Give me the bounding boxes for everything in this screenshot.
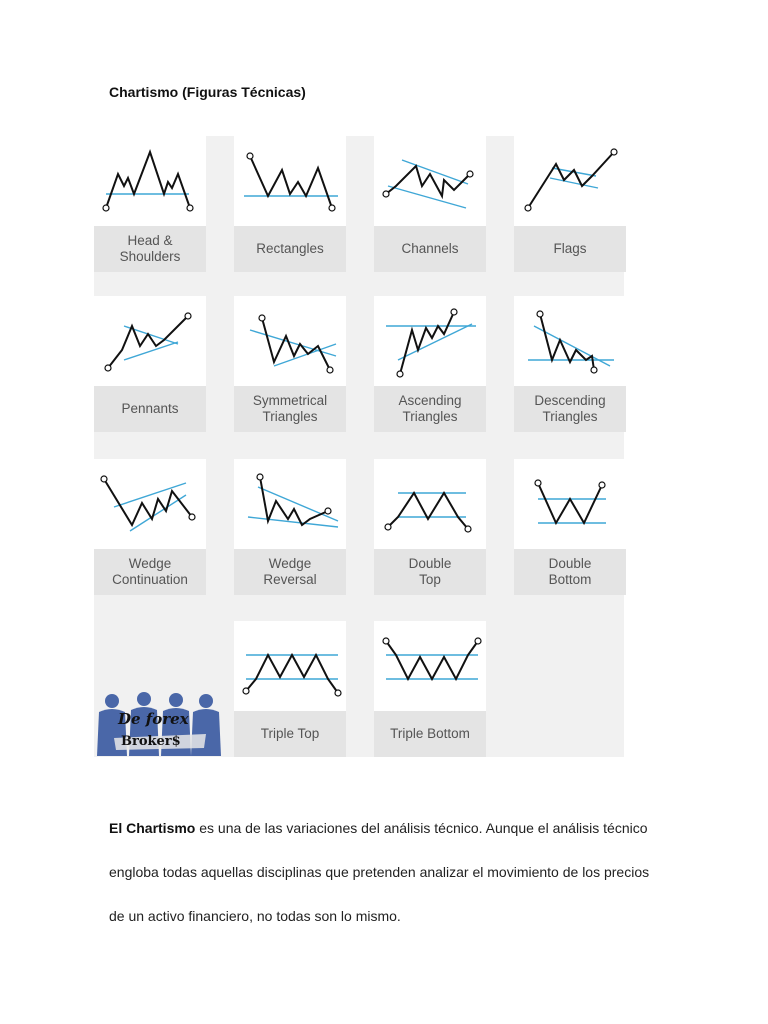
- ascending-triangles-caption-line-1: Ascending: [398, 393, 462, 408]
- double-bottom-caption: [514, 549, 626, 595]
- logo-text-line2: Broker$: [121, 734, 181, 749]
- pennants-pattern-icon: [94, 296, 206, 386]
- double-top-caption-line-1: Double: [408, 556, 452, 571]
- triple-bottom-caption-text: [390, 726, 470, 742]
- rectangles-pattern-icon: [234, 136, 346, 226]
- chart-patterns-figure: [94, 136, 624, 757]
- wedge-continuation-caption-line-2: Continuation: [112, 572, 188, 587]
- triple-bottom-pattern-icon: [374, 621, 486, 711]
- wedge-continuation-end-point: [189, 514, 195, 520]
- wedge-continuation-caption-text: [112, 556, 188, 588]
- descending-triangles-start-point: [537, 311, 543, 317]
- wedge-reversal-start-point: [257, 474, 263, 480]
- wedge-reversal-caption-text: [263, 556, 316, 588]
- paragraph-line-2: engloba todas aquellas disciplinas que pretenden analizar el movimiento de los precios: [109, 864, 650, 880]
- triple-bottom-caption-line-1: Triple Bottom: [390, 726, 470, 741]
- forex-broker-logo: [96, 692, 222, 758]
- channels-pattern-icon: [374, 136, 486, 226]
- pennants-start-point: [105, 365, 111, 371]
- paragraph-bold-term: El Chartismo: [109, 820, 196, 836]
- rectangles-caption-line-1: Rectangles: [256, 241, 324, 256]
- descending-triangles-caption: [514, 386, 626, 432]
- wedge-continuation-caption-line-1: Wedge: [128, 556, 172, 571]
- rectangles-start-point: [247, 153, 253, 159]
- triple-bottom-start-point: [383, 638, 389, 644]
- double-top-pattern-icon: [374, 459, 486, 549]
- flags-start-point: [525, 205, 531, 211]
- double-bottom-start-point: [535, 480, 541, 486]
- channels-caption-text: [401, 241, 458, 257]
- double-bottom-caption-line-2: Bottom: [548, 572, 592, 587]
- triple-top-pattern-icon: [234, 621, 346, 711]
- wedge-reversal-caption: [234, 549, 346, 595]
- channels-end-point: [467, 171, 473, 177]
- triple-top-caption-text: [261, 726, 320, 742]
- rectangles-caption-text: [256, 241, 324, 257]
- descending-triangles-end-point: [591, 367, 597, 373]
- pennants-caption-line-1: Pennants: [121, 401, 179, 416]
- channels-start-point: [383, 191, 389, 197]
- intro-paragraph: [109, 806, 679, 938]
- triple-top-end-point: [335, 690, 341, 696]
- page-title: Chartismo (Figuras Técnicas): [109, 84, 306, 100]
- symmetrical-triangles-caption-line-2: Triangles: [262, 409, 318, 424]
- double-top-start-point: [385, 524, 391, 530]
- symmetrical-triangles-end-point: [327, 367, 333, 373]
- descending-triangles-pattern-icon: [514, 296, 626, 386]
- ascending-triangles-caption-text: [398, 393, 461, 425]
- pennants-caption: [94, 386, 206, 432]
- paragraph-line-3: de un activo financiero, no todas son lo mismo.: [109, 908, 401, 924]
- paragraph-line-1-text: es una de las variaciones del análisis técnico. Aunque el análisis técnico: [195, 820, 648, 836]
- wedge-reversal-end-point: [325, 508, 331, 514]
- channels-trendline-1: [402, 160, 468, 184]
- head-shoulders-caption: [94, 226, 206, 272]
- pattern-tile-triple-top: [234, 621, 346, 757]
- flags-caption-line-1: Flags: [553, 241, 587, 256]
- double-bottom-caption-text: [549, 556, 592, 588]
- descending-triangles-caption-line-1: Descending: [534, 393, 606, 408]
- wedge-reversal-trendline-2: [248, 517, 338, 527]
- channels-caption: [374, 226, 486, 272]
- pattern-tile-rectangles: [234, 136, 346, 272]
- paragraph-line-1: [109, 806, 679, 850]
- wedge-continuation-pattern-icon: [94, 459, 206, 549]
- symmetrical-triangles-pattern-icon: [234, 296, 346, 386]
- pattern-tile-head-shoulders: [94, 136, 206, 272]
- triple-top-caption-line-1: Triple Top: [260, 726, 320, 741]
- pattern-tile-ascending-triangles: [374, 296, 486, 432]
- pattern-tile-wedge-continuation: [94, 459, 206, 595]
- ascending-triangles-pattern-icon: [374, 296, 486, 386]
- rectangles-end-point: [329, 205, 335, 211]
- descending-triangles-caption-text: [534, 393, 605, 425]
- channels-caption-line-1: Channels: [401, 241, 459, 256]
- pattern-tile-flags: [514, 136, 626, 272]
- head-shoulders-caption-line-2: Shoulders: [119, 249, 181, 264]
- pattern-tile-channels: [374, 136, 486, 272]
- double-top-caption-text: [409, 556, 452, 588]
- flags-pattern-icon: [514, 136, 626, 226]
- pennants-caption-text: [121, 401, 178, 417]
- double-top-price-line: [388, 493, 468, 529]
- rectangles-price-line: [250, 156, 332, 208]
- flags-caption: [514, 226, 626, 272]
- double-top-end-point: [465, 526, 471, 532]
- head-shoulders-end-point: [187, 205, 193, 211]
- descending-triangles-caption-line-2: Triangles: [542, 409, 598, 424]
- wedge-reversal-pattern-icon: [234, 459, 346, 549]
- wedge-reversal-caption-line-1: Wedge: [268, 556, 312, 571]
- double-bottom-end-point: [599, 482, 605, 488]
- double-top-caption: [374, 549, 486, 595]
- descending-triangles-price-line: [540, 314, 594, 370]
- pattern-tile-triple-bottom: [374, 621, 486, 757]
- logo-text-line1: De forex: [118, 710, 189, 728]
- flags-caption-text: [553, 241, 586, 257]
- flags-trendline-2: [550, 178, 598, 188]
- ascending-triangles-end-point: [451, 309, 457, 315]
- channels-price-line: [386, 166, 470, 196]
- head-shoulders-caption-text: [120, 233, 181, 265]
- symmetrical-triangles-caption: [234, 386, 346, 432]
- triple-top-caption: [234, 711, 346, 757]
- triple-bottom-end-point: [475, 638, 481, 644]
- flags-price-line: [528, 152, 614, 208]
- ascending-triangles-caption-line-2: Triangles: [402, 409, 458, 424]
- pennants-end-point: [185, 313, 191, 319]
- triple-top-start-point: [243, 688, 249, 694]
- double-bottom-pattern-icon: [514, 459, 626, 549]
- head-shoulders-price-line: [106, 152, 190, 208]
- head-shoulders-start-point: [103, 205, 109, 211]
- head-shoulders-pattern-icon: [94, 136, 206, 226]
- double-top-caption-line-2: Top: [419, 572, 441, 587]
- pattern-tile-double-bottom: [514, 459, 626, 595]
- symmetrical-triangles-caption-line-1: Symmetrical: [252, 393, 328, 408]
- ascending-triangles-start-point: [397, 371, 403, 377]
- wedge-reversal-caption-line-2: Reversal: [263, 572, 317, 587]
- pattern-tile-pennants: [94, 296, 206, 432]
- pennants-trendline-2: [124, 342, 178, 360]
- symmetrical-triangles-start-point: [259, 315, 265, 321]
- wedge-continuation-caption: [94, 549, 206, 595]
- pattern-tile-symmetrical-triangles: [234, 296, 346, 432]
- triple-top-price-line: [246, 655, 338, 693]
- wedge-continuation-start-point: [101, 476, 107, 482]
- pattern-tile-descending-triangles: [514, 296, 626, 432]
- pattern-tile-double-top: [374, 459, 486, 595]
- ascending-triangles-caption: [374, 386, 486, 432]
- double-bottom-price-line: [538, 483, 602, 523]
- triple-bottom-price-line: [386, 641, 478, 679]
- triple-bottom-caption: [374, 711, 486, 757]
- flags-end-point: [611, 149, 617, 155]
- head-shoulders-caption-line-1: Head &: [127, 233, 173, 248]
- rectangles-caption: [234, 226, 346, 272]
- wedge-reversal-price-line: [260, 477, 328, 525]
- double-bottom-caption-line-1: Double: [548, 556, 592, 571]
- pattern-tile-wedge-reversal: [234, 459, 346, 595]
- symmetrical-triangles-caption-text: [253, 393, 327, 425]
- ascending-triangles-price-line: [400, 312, 454, 374]
